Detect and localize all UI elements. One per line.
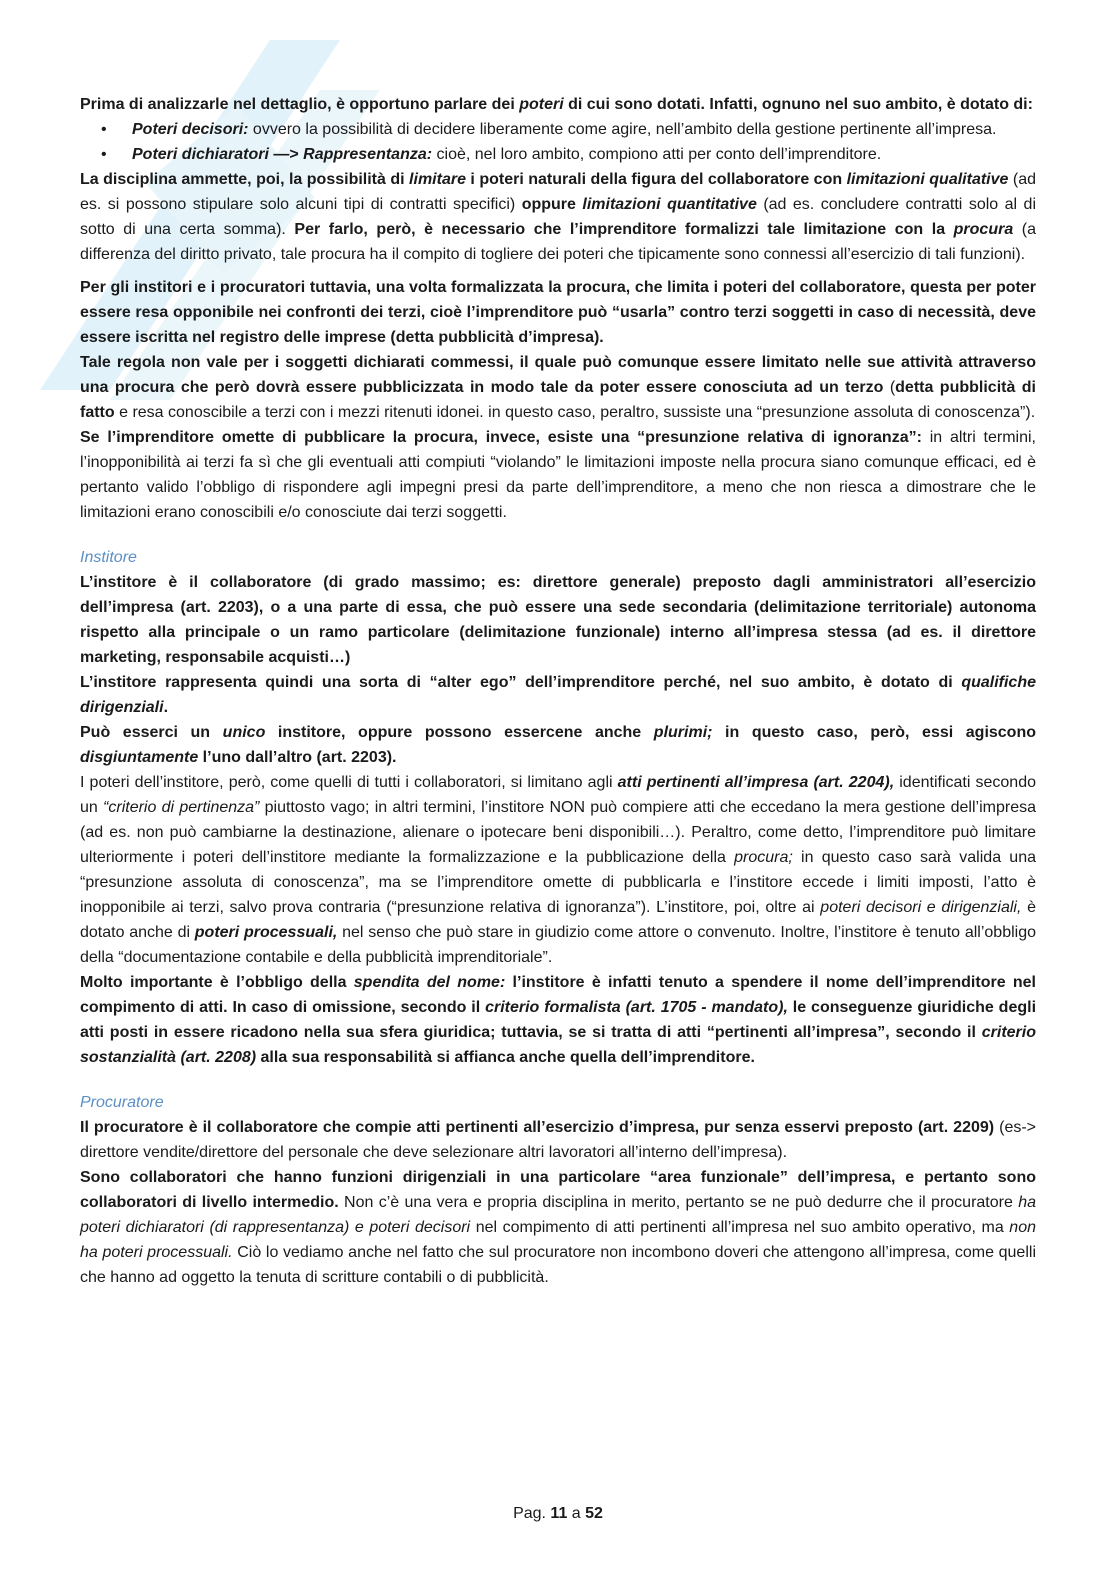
- commessi-paragraph: Tale regola non vale per i soggetti dichiarati commessi, il quale può comunque essere limitato nelle sue attività attraverso una procura che però dovrà essere pubblicizzata in modo tale da poter essere conosciuta ad un terzo (detta pubblicità di fatto e resa conoscibile a terzi con i mezzi ritenuti idonei. in questo caso, peraltro, sussiste una “presunzione assoluta di conoscenza”).: [80, 354, 1037, 421]
- institore-alter-ego: L’institore rappresenta quindi una sorta di “alter ego” dell’imprenditore perché, nel suo ambito, è dotato di qualifiche dirigenziali.: [80, 674, 1036, 716]
- institori-paragraph: Per gli institori e i procuratori tuttavia, una volta formalizzata la procura, che limita i poteri del collaboratore, questa per poter essere resa opponibile nei confronti dei terzi, cioè l’imprenditore può “usarla” contro terzi soggetti in caso di necessità, deve essere iscritta nel registro delle imprese (detta pubblicità d’impresa).: [80, 279, 1036, 346]
- procuratore-functions: Sono collaboratori che hanno funzioni dirigenziali in una particolare “area funzionale” dell’impresa, e pertanto sono collaboratori di livello intermedio. Non c’è una vera e propria disciplina in merito, pertanto se ne può dedurre che il procuratore ha poteri dichiaratori (di rappresentanza) e poteri decisori nel compimento di atti pertinenti all’impresa nel suo ambito operativo, ma non ha poteri processuali. Ciò lo vediamo anche nel fatto che sul procuratore non incombono doveri che attengono all’impresa, come quelli che hanno ad oggetto la tenuta di scritture contabili o di pubblicità.: [80, 1169, 1037, 1286]
- section-heading-procuratore: Procuratore: [80, 1094, 164, 1111]
- institore-definition: L’institore è il collaboratore (di grado massimo; es: direttore generale) preposto dagli amministratori all’esercizio dell’impresa (art. 2203), o a una parte di essa, che può essere una sede secondaria (delimitazione territoriale) autonoma rispetto alla principale o un ramo particolare (delimitazione funzionale) interno all’impresa stessa (ad es. il direttore marketing, responsabile acquisti…): [80, 574, 1036, 666]
- page-footer: Pag. 11 a 52: [513, 1505, 603, 1522]
- intro-paragraph: Prima di analizzarle nel dettaglio, è opportuno parlare dei poteri di cui sono dotati. Infatti, ognuno nel suo ambito, è dotato di:: [80, 96, 1033, 113]
- spendita-nome-paragraph: Molto importante è l’obbligo della spendita del nome: l’institore è infatti tenuto a spendere il nome dell’imprenditore nel compimento di atti. In caso di omissione, secondo il criterio formalista (art. 1705 - mandato), le conseguenze giuridiche degli atti posti in essere ricadono nella sua sfera giuridica; tuttavia, se si tratta di atti “pertinenti all’impresa”, secondo il criterio sostanzialità (art. 2208) alla sua responsabilità si affianca anche quella dell’imprenditore.: [80, 974, 1037, 1066]
- page-total: 52: [585, 1505, 603, 1522]
- institore-plurality: Può esserci un unico institore, oppure possono essercene anche plurimi; in questo caso, però, essi agiscono disgiuntamente l’uno dall’altro (art. 2203).: [80, 724, 1037, 766]
- powers-list: [80, 117, 1036, 167]
- list-item: • Poteri dichiaratori —> Rappresentanza: cioè, nel loro ambito, compiono atti per conto dell’imprenditore.: [132, 142, 1036, 167]
- page-number: 11: [550, 1505, 568, 1522]
- section-heading-institore: Institore: [80, 549, 137, 566]
- limitations-paragraph: La disciplina ammette, poi, la possibilità di limitare i poteri naturali della figura del collaboratore con limitazioni qualitative (ad es. si possono stipulare solo alcuni tipi di contratti specifici) oppure limitazioni quantitative (ad es. concludere contratti solo al di sotto di una certa somma). Per farlo, però, è necessario che l’imprenditore formalizzi tale limitazione con la procura (a differenza del diritto privato, tale procura ha il compito di togliere dei poteri che tipicamente sono connessi all’esercizio di tali funzioni).: [80, 171, 1037, 263]
- procuratore-definition: Il procuratore è il collaboratore che compie atti pertinenti all’esercizio d’impresa, pur senza esservi preposto (art. 2209) (es-> direttore vendite/direttore del personale che deve selezionare altri lavoratori all’interno dell’impresa).: [80, 1119, 1037, 1161]
- list-item: • Poteri decisori: ovvero la possibilità di decidere liberamente come agire, nell’ambito della gestione pertinente all’impresa.: [132, 117, 1036, 142]
- institore-powers: I poteri dell’institore, però, come quelli di tutti i collaboratori, si limitano agli atti pertinenti all’impresa (art. 2204), identificati secondo un “criterio di pertinenza” piuttosto vago; in altri termini, l’institore NON può compiere atti che eccedano la mera gestione dell’impresa (ad es. non può cambiarne la destinazione, alienare o ipotecare beni disponibili…). Peraltro, come detto, l’imprenditore può limitare ulteriormente i poteri dell’institore mediante la formalizzazione e la pubblicazione della procura; in questo caso sarà valida una “presunzione assoluta di conoscenza”, ma se l’imprenditore omette di pubblicarla e l’institore eccede i limiti imposti, l’atto è inopponibile ai terzi, salvo prova contraria (“presunzione relativa di ignoranza”). L’institore, poi, oltre ai poteri decisori e dirigenziali, è dotato anche di poteri processuali, nel senso che può stare in giudizio come attore o convenuto. Inoltre, l’institore è tenuto all’obbligo della “documentazione contabile e della pubblicità imprenditoriale”.: [80, 774, 1037, 966]
- document-body: [80, 92, 1036, 1290]
- presunzione-paragraph: Se l’imprenditore omette di pubblicare la procura, invece, esiste una “presunzione relativa di ignoranza”: in altri termini, l’inopponibilità ai terzi fa sì che gli eventuali atti compiuti “violando” le limitazioni imposte nella procura siano comunque efficaci, ed è pertanto valido l’obbligo di rispondere agli impegni presi da parte dell’imprenditore, a meno che non riesca a dimostrare che le limitazioni erano conoscibili e/o conosciute dai terzi soggetti.: [80, 429, 1036, 521]
